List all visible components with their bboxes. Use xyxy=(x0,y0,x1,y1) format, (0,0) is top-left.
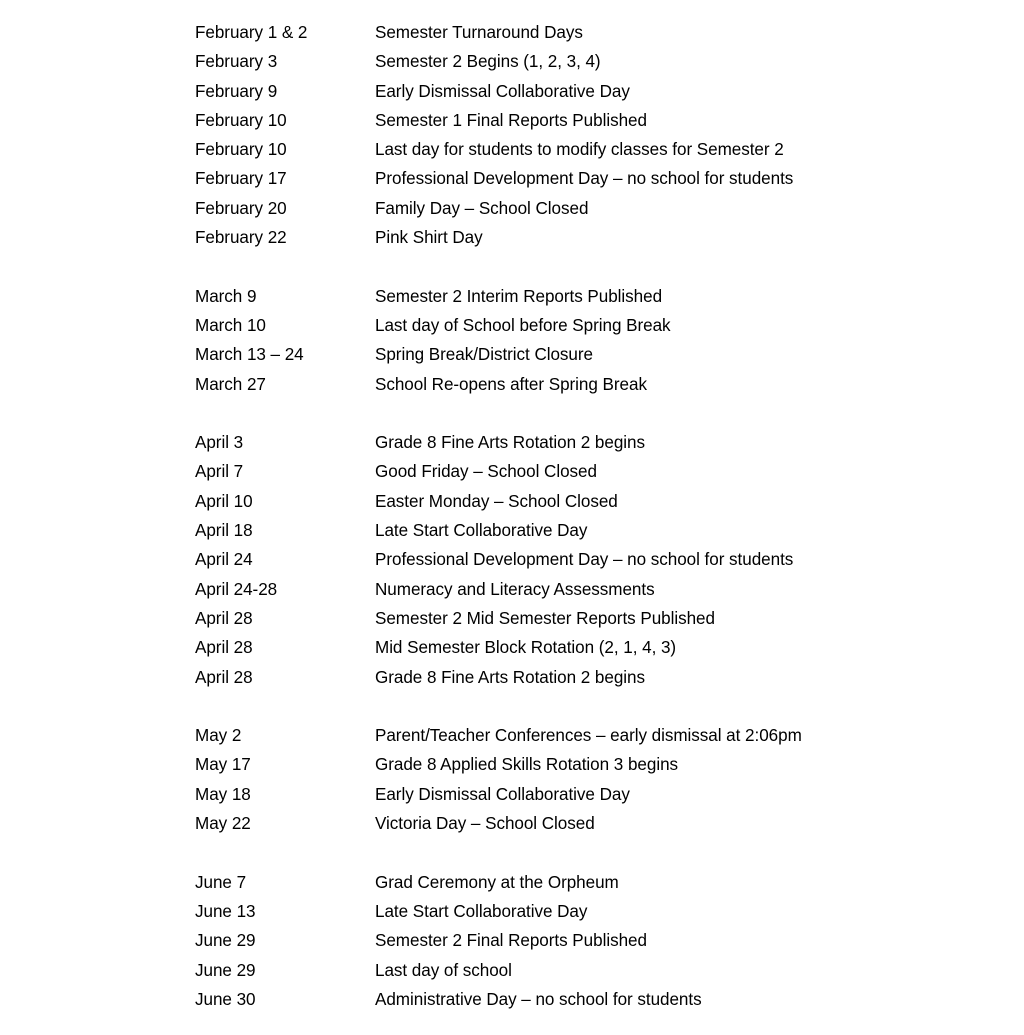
event-date: April 28 xyxy=(195,638,253,658)
event-description: Semester 1 Final Reports Published xyxy=(375,110,647,130)
month-section xyxy=(0,282,1024,399)
event-description: Last day of School before Spring Break xyxy=(375,315,671,335)
event-description: Late Start Collaborative Day xyxy=(375,521,588,541)
event-row xyxy=(0,956,1024,985)
event-description: Good Friday – School Closed xyxy=(375,462,597,482)
event-row xyxy=(0,135,1024,164)
event-description: Pink Shirt Day xyxy=(375,228,483,248)
event-date: March 10 xyxy=(195,315,266,335)
event-description: Administrative Day – no school for students xyxy=(375,989,702,1009)
event-row xyxy=(0,633,1024,662)
event-date: May 17 xyxy=(195,755,251,775)
event-row xyxy=(0,457,1024,486)
event-date: February 22 xyxy=(195,228,287,248)
event-description: Family Day – School Closed xyxy=(375,198,589,218)
event-date: March 13 – 24 xyxy=(195,345,304,365)
event-description: Mid Semester Block Rotation (2, 1, 4, 3) xyxy=(375,638,677,658)
event-date: April 24-28 xyxy=(195,579,278,599)
event-row xyxy=(0,164,1024,193)
event-date: February 3 xyxy=(195,52,278,72)
event-row xyxy=(0,545,1024,574)
event-description: Spring Break/District Closure xyxy=(375,345,593,365)
event-description: Early Dismissal Collaborative Day xyxy=(375,81,630,101)
month-section xyxy=(0,721,1024,838)
event-date: April 28 xyxy=(195,667,253,687)
event-row xyxy=(0,487,1024,516)
event-row xyxy=(0,370,1024,399)
event-row xyxy=(0,575,1024,604)
event-row xyxy=(0,780,1024,809)
event-row xyxy=(0,340,1024,369)
event-date: June 30 xyxy=(195,989,256,1009)
event-row xyxy=(0,282,1024,311)
event-description: Parent/Teacher Conferences – early dismissal at 2:06pm xyxy=(375,726,802,746)
event-date: April 3 xyxy=(195,433,244,453)
event-row xyxy=(0,516,1024,545)
event-date: May 18 xyxy=(195,784,251,804)
event-date: February 9 xyxy=(195,81,278,101)
event-date: June 29 xyxy=(195,931,256,951)
event-date: June 13 xyxy=(195,901,256,921)
event-date: March 27 xyxy=(195,374,266,394)
event-date: February 20 xyxy=(195,198,287,218)
event-row xyxy=(0,868,1024,897)
event-description: Professional Development Day – no school for students xyxy=(375,550,794,570)
event-row xyxy=(0,223,1024,252)
event-description: Grade 8 Applied Skills Rotation 3 begins xyxy=(375,755,679,775)
event-row xyxy=(0,47,1024,76)
event-row xyxy=(0,809,1024,838)
event-date: May 2 xyxy=(195,726,242,746)
event-row xyxy=(0,604,1024,633)
month-section xyxy=(0,428,1024,692)
event-description: Semester 2 Final Reports Published xyxy=(375,931,647,951)
event-description: Last day for students to modify classes for Semester 2 xyxy=(375,140,784,160)
event-date: April 10 xyxy=(195,491,253,511)
event-description: Semester 2 Begins (1, 2, 3, 4) xyxy=(375,52,601,72)
event-description: Semester Turnaround Days xyxy=(375,23,583,42)
event-date: April 24 xyxy=(195,550,253,570)
event-description: Semester 2 Interim Reports Published xyxy=(375,286,663,306)
event-date: April 18 xyxy=(195,521,253,541)
event-date: February 1 & 2 xyxy=(195,23,308,42)
event-row xyxy=(0,663,1024,692)
event-row xyxy=(0,311,1024,340)
event-description: Victoria Day – School Closed xyxy=(375,814,595,834)
event-row xyxy=(0,926,1024,955)
event-row xyxy=(0,194,1024,223)
event-row xyxy=(0,897,1024,926)
event-date: June 29 xyxy=(195,960,256,980)
event-description: Grade 8 Fine Arts Rotation 2 begins xyxy=(375,433,646,453)
event-row xyxy=(0,428,1024,457)
event-date: April 7 xyxy=(195,462,244,482)
event-date: April 28 xyxy=(195,608,253,628)
event-row xyxy=(0,106,1024,135)
event-description: Grade 8 Fine Arts Rotation 2 begins xyxy=(375,667,646,687)
event-date: May 22 xyxy=(195,814,251,834)
month-section xyxy=(0,868,1024,1014)
event-row xyxy=(0,985,1024,1014)
event-row xyxy=(0,721,1024,750)
month-section xyxy=(0,18,1024,252)
event-description: Easter Monday – School Closed xyxy=(375,491,618,511)
event-row xyxy=(0,77,1024,106)
event-row xyxy=(0,750,1024,779)
event-description: Early Dismissal Collaborative Day xyxy=(375,784,630,804)
event-description: Grad Ceremony at the Orpheum xyxy=(375,872,619,892)
event-description: Late Start Collaborative Day xyxy=(375,901,588,921)
event-description: Professional Development Day – no school for students xyxy=(375,169,794,189)
event-description: Numeracy and Literacy Assessments xyxy=(375,579,655,599)
event-description: Semester 2 Mid Semester Reports Published xyxy=(375,608,715,628)
event-date: June 7 xyxy=(195,872,247,892)
event-date: February 10 xyxy=(195,140,287,160)
event-date: March 9 xyxy=(195,286,257,306)
event-date: February 17 xyxy=(195,169,287,189)
event-description: Last day of school xyxy=(375,960,512,980)
event-row xyxy=(0,18,1024,47)
event-description: School Re-opens after Spring Break xyxy=(375,374,647,394)
event-date: February 10 xyxy=(195,110,287,130)
